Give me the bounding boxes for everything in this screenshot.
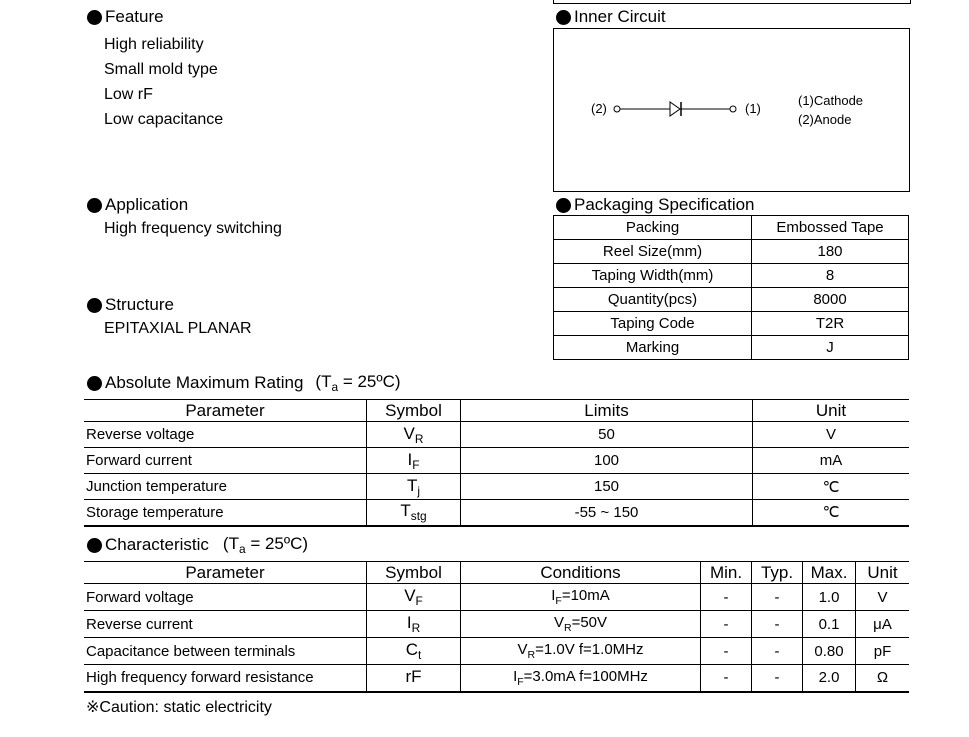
param-cell: Storage temperature — [84, 500, 367, 526]
max-cell: 0.80 — [803, 638, 856, 665]
table-row — [84, 611, 909, 638]
pack-cell: Embossed Tape — [752, 216, 909, 240]
abs-max-title: Absolute Maximum Rating — [105, 373, 304, 392]
inner-circuit-title: Inner Circuit — [574, 7, 666, 26]
typ-cell: - — [752, 611, 803, 638]
bullet-icon — [87, 538, 102, 553]
table-row — [554, 264, 909, 288]
characteristic-condition: ($T_a$ = 25ºC) — [222, 534, 309, 556]
pin-2-label: (2) — [591, 101, 607, 116]
unit-cell: V — [753, 422, 910, 448]
symbol-cell: $T_{stg}$ — [367, 500, 461, 526]
pack-cell: 180 — [752, 240, 909, 264]
bullet-icon — [87, 298, 102, 313]
characteristic-title: Characteristic — [105, 535, 209, 554]
symbol-cell: rF — [367, 665, 461, 692]
symbol-cell: $V_F$ — [367, 584, 461, 611]
unit-cell: ℃ — [753, 474, 910, 500]
application-item: High frequency switching — [104, 220, 282, 237]
bullet-icon — [87, 376, 102, 391]
param-cell: Reverse current — [84, 611, 367, 638]
legend-anode: (2)Anode — [798, 112, 852, 127]
max-cell: 2.0 — [803, 665, 856, 692]
application-title: Application — [105, 195, 189, 214]
structure-item: EPITAXIAL PLANAR — [104, 320, 252, 337]
table-row — [554, 288, 909, 312]
symbol-cell: $V_R$ — [367, 422, 461, 448]
min-cell: - — [701, 665, 752, 692]
pack-cell: 8000 — [752, 288, 909, 312]
feature-item: Low capacitance — [104, 111, 224, 128]
min-cell: - — [701, 584, 752, 611]
pack-cell: J — [752, 336, 909, 360]
col-header: Typ. — [752, 562, 803, 584]
table-row — [554, 312, 909, 336]
typ-cell: - — [752, 665, 803, 692]
col-header: Symbol — [367, 400, 461, 422]
table-row — [84, 584, 909, 611]
bullet-icon — [87, 198, 102, 213]
table-header-row — [84, 562, 909, 584]
limit-cell: 100 — [461, 448, 753, 474]
symbol-cell: $I_F$ — [367, 448, 461, 474]
feature-list — [104, 32, 223, 132]
min-cell: - — [701, 611, 752, 638]
table-row — [84, 422, 909, 448]
limit-cell: 150 — [461, 474, 753, 500]
typ-cell: - — [752, 584, 803, 611]
table-row — [84, 448, 909, 474]
top-box-edge — [553, 0, 911, 4]
pack-cell: T2R — [752, 312, 909, 336]
param-cell: Forward voltage — [84, 584, 367, 611]
pin-1-label: (1) — [745, 101, 761, 116]
unit-cell: pF — [856, 638, 910, 665]
structure-header — [87, 295, 174, 315]
packaging-header — [556, 195, 755, 215]
table-row — [84, 638, 909, 665]
unit-cell: mA — [753, 448, 910, 474]
feature-title: Feature — [105, 7, 164, 26]
table-row — [554, 216, 909, 240]
table-header-row — [84, 400, 909, 422]
param-cell: Capacitance between terminals — [84, 638, 367, 665]
condition-cell: $V_R=1.0V$ f=1.0MHz — [461, 638, 701, 665]
param-cell: Reverse voltage — [84, 422, 367, 448]
col-header: Parameter — [84, 400, 367, 422]
unit-cell: Ω — [856, 665, 910, 692]
characteristic-header — [87, 534, 308, 556]
symbol-cell: $C_t$ — [367, 638, 461, 665]
col-header: Unit — [753, 400, 910, 422]
pack-cell: Taping Code — [554, 312, 752, 336]
limit-cell: -55 ~ 150 — [461, 500, 753, 526]
inner-circuit-box — [553, 28, 910, 192]
min-cell: - — [701, 638, 752, 665]
pack-cell: Taping Width(mm) — [554, 264, 752, 288]
pack-cell: Marking — [554, 336, 752, 360]
bullet-icon — [556, 198, 571, 213]
feature-item: Low rF — [104, 86, 153, 103]
max-cell: 0.1 — [803, 611, 856, 638]
characteristic-table — [84, 561, 909, 693]
table-row — [84, 474, 909, 500]
symbol-cell: $T_j$ — [367, 474, 461, 500]
col-header: Symbol — [367, 562, 461, 584]
table-row — [554, 240, 909, 264]
structure-title: Structure — [105, 295, 174, 314]
inner-circuit-header — [556, 7, 666, 27]
condition-cell: $I_F=10mA$ — [461, 584, 701, 611]
pack-cell: 8 — [752, 264, 909, 288]
param-cell: High frequency forward resistance — [84, 665, 367, 692]
caution-note: ※Caution: static electricity — [86, 699, 272, 716]
unit-cell: V — [856, 584, 910, 611]
table-row — [84, 665, 909, 692]
col-header: Parameter — [84, 562, 367, 584]
pack-cell: Reel Size(mm) — [554, 240, 752, 264]
condition-cell: $V_R=50V$ — [461, 611, 701, 638]
param-cell: Junction temperature — [84, 474, 367, 500]
col-header: Limits — [461, 400, 753, 422]
unit-cell: ℃ — [753, 500, 910, 526]
col-header: Min. — [701, 562, 752, 584]
typ-cell: - — [752, 638, 803, 665]
symbol-cell: $I_R$ — [367, 611, 461, 638]
abs-max-header — [87, 372, 401, 394]
feature-item: Small mold type — [104, 61, 218, 78]
bullet-icon — [556, 10, 571, 25]
abs-max-condition: ($T_a$ = 25ºC) — [315, 372, 401, 394]
max-cell: 1.0 — [803, 584, 856, 611]
pack-cell: Quantity(pcs) — [554, 288, 752, 312]
abs-max-table — [84, 399, 909, 527]
condition-cell: $I_F=3.0mA$ f=100MHz — [461, 665, 701, 692]
bullet-icon — [87, 10, 102, 25]
packaging-table — [553, 215, 909, 360]
table-row — [554, 336, 909, 360]
feature-item: High reliability — [104, 36, 204, 53]
legend-cathode: (1)Cathode — [798, 93, 864, 108]
application-header — [87, 195, 188, 215]
col-header: Conditions — [461, 562, 701, 584]
diode-symbol-icon — [612, 95, 742, 123]
col-header: Unit — [856, 562, 910, 584]
pack-cell: Packing — [554, 216, 752, 240]
feature-header — [87, 7, 164, 27]
unit-cell: μA — [856, 611, 910, 638]
limit-cell: 50 — [461, 422, 753, 448]
col-header: Max. — [803, 562, 856, 584]
param-cell: Forward current — [84, 448, 367, 474]
packaging-title: Packaging Specification — [574, 195, 755, 214]
table-row — [84, 500, 909, 526]
